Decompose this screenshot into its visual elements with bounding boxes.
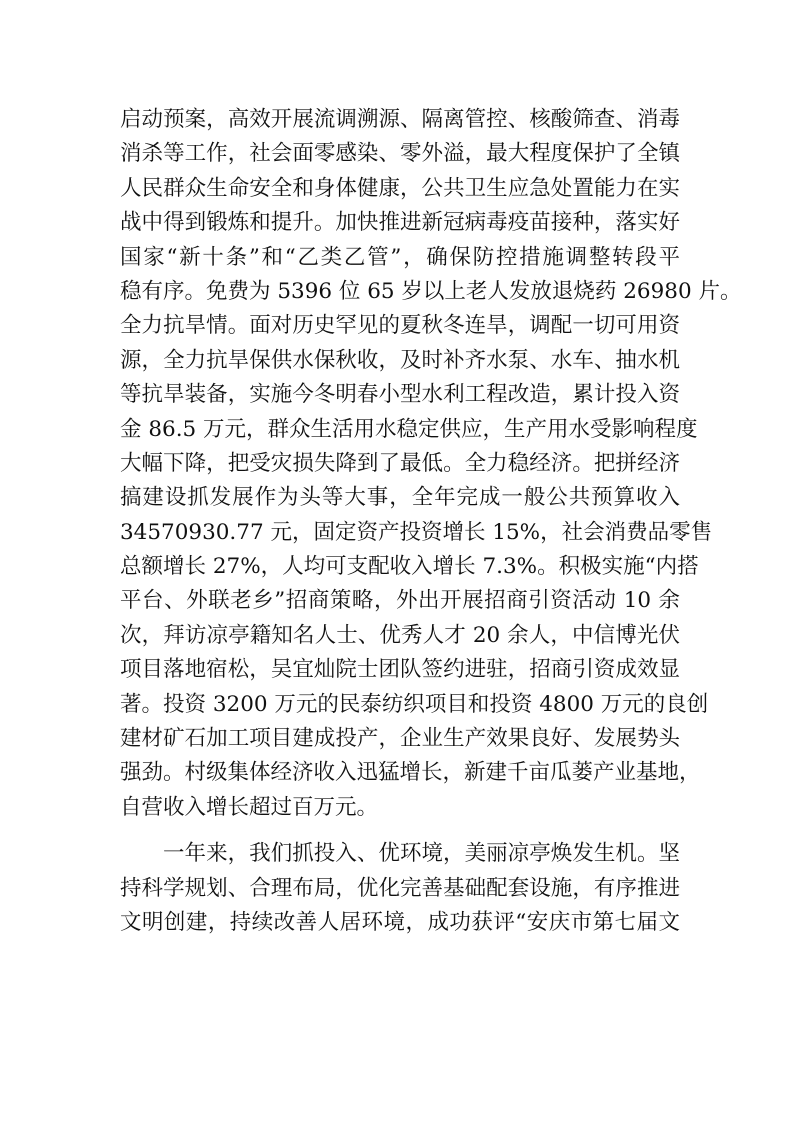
text-line: 建材矿石加工项目建成投产，企业生产效果良好、发展势头	[120, 726, 680, 752]
text-line: 人民群众生命安全和身体健康，公共卫生应急处置能力在实	[120, 175, 680, 201]
text-line: 搞建设抓发展作为头等大事，全年完成一般公共预算收入	[120, 485, 680, 511]
text-line: 启动预案，高效开展流调溯源、隔离管控、核酸筛查、消毒	[120, 107, 680, 132]
text-line: 金 86.5 万元，群众生活用水稳定供应，生产用水受影响程度	[120, 416, 698, 442]
text-line: 平台、外联老乡”招商策略，外出开展招商引资活动 10 余	[120, 588, 680, 614]
text-line: 34570930.77 元，固定资产投资增长 15%，社会消费品零售	[120, 519, 713, 545]
text-line: 稳有序。免费为 5396 位 65 岁以上老人发放退烧药 26980 片。	[120, 278, 742, 304]
text-line: 总额增长 27%，人均可支配收入增长 7.3%。积极实施“内搭	[120, 554, 699, 580]
text-line: 次，拜访凉亭籍知名人士、优秀人才 20 余人，中信博光伏	[120, 622, 680, 648]
text-line: 自营收入增长超过百万元。	[120, 794, 379, 820]
text-line: 源，全力抗旱保供水保秋收，及时补齐水泵、水车、抽水机	[120, 347, 680, 373]
text-line: 文明创建，持续改善人居环境，成功获评“安庆市第七届文	[120, 909, 680, 935]
text-line: 强劲。村级集体经济收入迅猛增长，新建千亩瓜蒌产业基地，	[120, 760, 701, 786]
paragraph-2	[120, 837, 680, 940]
text-line: 消杀等工作，社会面零感染、零外溢，最大程度保护了全镇	[120, 141, 680, 167]
text-line: 项目落地宿松，吴宜灿院士团队签约进驻，招商引资成效显	[120, 657, 680, 683]
text-line: 持科学规划、合理布局，优化完善基础配套设施，有序推进	[120, 875, 680, 901]
text-line: 战中得到锻炼和提升。加快推进新冠病毒疫苗接种，落实好	[120, 210, 680, 236]
body-text	[120, 103, 742, 940]
text-line: 一年来，我们抓投入、优环境，美丽凉亭焕发生机。坚	[163, 841, 680, 867]
text-line: 著。投资 3200 万元的民泰纺织项目和投资 4800 万元的良创	[120, 691, 709, 717]
text-line: 大幅下降，把受灾损失降到了最低。全力稳经济。把拼经济	[120, 450, 680, 476]
paragraph-1	[120, 103, 742, 825]
text-line: 国家“新十条”和“乙类乙管”，确保防控措施调整转段平	[120, 244, 680, 270]
text-line: 等抗旱装备，实施今冬明春小型水利工程改造，累计投入资	[120, 382, 680, 408]
text-line: 全力抗旱情。面对历史罕见的夏秋冬连旱，调配一切可用资	[120, 313, 680, 339]
